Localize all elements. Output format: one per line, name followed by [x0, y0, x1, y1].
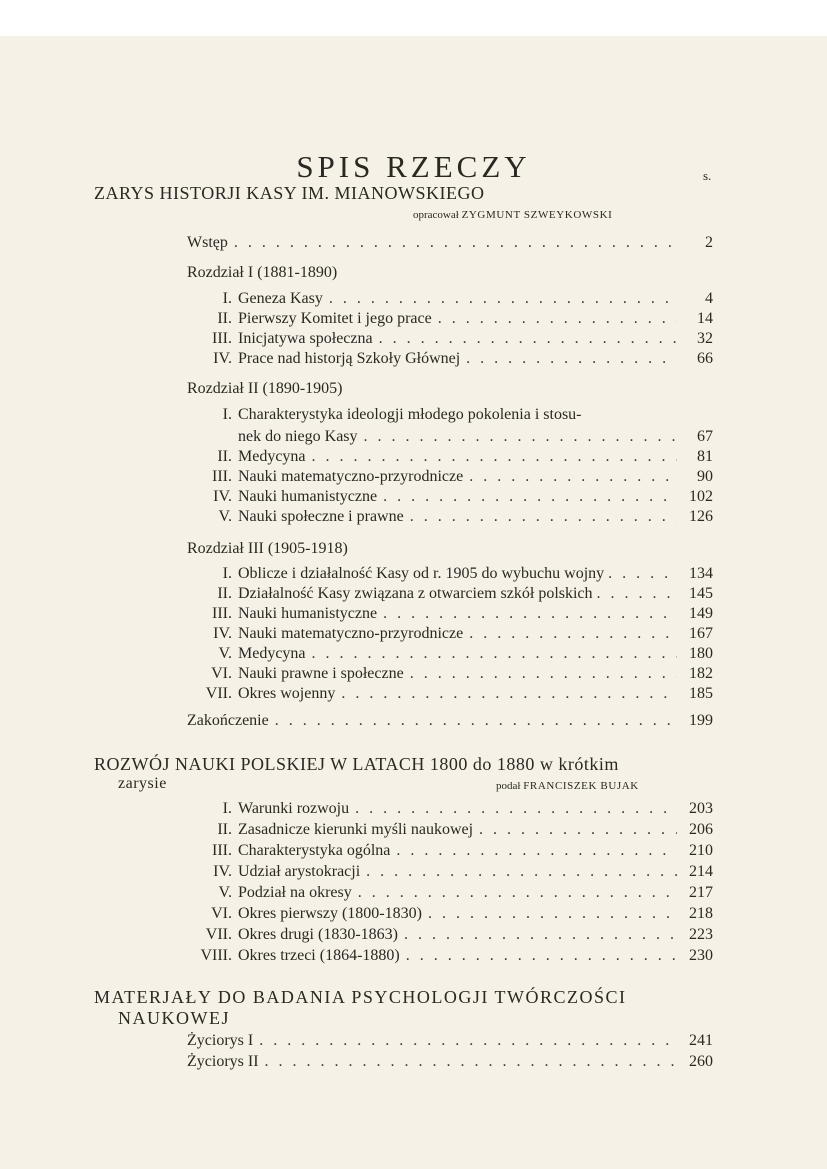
- toc-entry-number: III.: [212, 330, 232, 347]
- toc-entry[interactable]: [187, 1031, 713, 1051]
- toc-entry[interactable]: [196, 507, 713, 527]
- toc-entry-label: Okres wojenny: [238, 685, 336, 702]
- leader-dots: [234, 233, 677, 253]
- toc-entry-number: VIII.: [200, 947, 232, 964]
- toc-entry[interactable]: [196, 447, 713, 467]
- toc-entry-conclusion[interactable]: [187, 711, 713, 731]
- toc-entry-label: Charakterystyka ogólna: [238, 842, 391, 859]
- leader-dots: [355, 799, 677, 819]
- toc-entry-page: 66: [697, 350, 713, 367]
- toc-entry-label: Nauki matematyczno-przyrodnicze: [238, 625, 464, 642]
- leader-dots: [259, 1031, 677, 1051]
- leader-dots: [358, 883, 677, 903]
- leader-dots: [404, 925, 677, 945]
- toc-entry[interactable]: [196, 289, 713, 309]
- toc-entry[interactable]: [196, 467, 713, 487]
- toc-entry-label: Nauki matematyczno-przyrodnicze: [238, 468, 464, 485]
- toc-entry-label: Okres pierwszy (1800-1830): [238, 905, 422, 922]
- toc-entry-number: II.: [217, 448, 232, 465]
- toc-entry-label: Udział arystokracji: [238, 863, 361, 880]
- toc-entry-number: VI.: [211, 905, 232, 922]
- toc-entry-label: Zasadnicze kierunki myśli naukowej: [238, 821, 474, 838]
- leader-dots: [275, 711, 677, 731]
- part3-heading: MATERJAŁY DO BADANIA PSYCHOLOGJI TWÓRCZOŚCI: [94, 987, 627, 1007]
- toc-entry-label: Oblicze i działalność Kasy od r. 1905 do wybuchu wojny: [238, 565, 605, 582]
- toc-entry-number: I.: [222, 406, 232, 423]
- toc-entry-page: 199: [689, 712, 713, 729]
- toc-entry[interactable]: [196, 664, 713, 684]
- toc-entry-label: Medycyna: [238, 645, 306, 662]
- toc-entry-page: 32: [697, 330, 713, 347]
- toc-entry-page: 81: [697, 448, 713, 465]
- toc-entry-page: 185: [689, 685, 713, 702]
- toc-entry-label: Geneza Kasy: [238, 290, 323, 307]
- toc-entry[interactable]: [196, 820, 713, 840]
- toc-entry-page: 134: [689, 565, 713, 582]
- leader-dots: [469, 624, 677, 644]
- toc-entry[interactable]: [196, 925, 713, 945]
- part2-heading: ROZWÓJ NAUKI POLSKIEJ W LATACH 1800 do 1880 w krótkim: [94, 754, 619, 774]
- leader-dots: [383, 604, 677, 624]
- chapter-heading: Rozdział II (1890-1905): [187, 380, 343, 397]
- toc-entry-page: 145: [689, 585, 713, 602]
- leader-dots: [410, 664, 677, 684]
- leader-dots: [366, 862, 677, 882]
- toc-entry-page: 217: [689, 884, 713, 901]
- page-title: SPIS RZECZY: [296, 148, 531, 184]
- page-column-label: s.: [703, 168, 712, 183]
- leader-dots: [341, 684, 677, 704]
- toc-entry[interactable]: [196, 684, 713, 704]
- toc-entry-page: 218: [689, 905, 713, 922]
- toc-entry[interactable]: [196, 883, 713, 903]
- toc-entry-page: 241: [689, 1032, 713, 1049]
- part1-byline: [413, 209, 612, 221]
- leader-dots: [364, 427, 677, 447]
- part2-heading-cont: zarysie: [118, 775, 167, 792]
- leader-dots: [383, 487, 677, 507]
- byline-author: ZYGMUNT SZWEYKOWSKI: [461, 209, 613, 221]
- leader-dots: [597, 584, 679, 604]
- toc-entry-page: 14: [697, 310, 713, 327]
- toc-entry-label: Zakończenie: [187, 712, 269, 729]
- toc-entry-number: II.: [217, 821, 232, 838]
- toc-entry-page: 102: [689, 488, 713, 505]
- toc-entry-page: 90: [697, 468, 713, 485]
- toc-entry[interactable]: [196, 624, 713, 644]
- toc-entry[interactable]: [196, 329, 713, 349]
- toc-entry[interactable]: [196, 604, 713, 624]
- toc-entry-number: V.: [218, 508, 232, 525]
- byline-prefix: podał: [496, 780, 521, 792]
- toc-entry-number: VII.: [205, 926, 232, 943]
- toc-entry-number: III.: [212, 842, 232, 859]
- toc-entry-number: V.: [218, 645, 232, 662]
- toc-entry-page: 149: [689, 605, 713, 622]
- toc-entry-label: Pierwszy Komitet i jego prace: [238, 310, 432, 327]
- toc-entry-number: IV.: [213, 350, 232, 367]
- leader-dots: [410, 507, 677, 527]
- byline-author: FRANCISZEK BUJAK: [523, 780, 639, 792]
- toc-entry-intro[interactable]: [187, 233, 713, 253]
- part2-byline: [496, 780, 639, 792]
- leader-dots: [379, 329, 677, 349]
- toc-entry[interactable]: [196, 644, 713, 664]
- leader-dots: [329, 289, 677, 309]
- toc-entry-number: II.: [217, 310, 232, 327]
- chapter-heading: Rozdział III (1905-1918): [187, 540, 348, 557]
- toc-entry-page: 230: [689, 947, 713, 964]
- toc-entry[interactable]: [196, 349, 713, 369]
- toc-entry[interactable]: [196, 799, 713, 819]
- toc-entry[interactable]: [196, 564, 713, 584]
- toc-entry-page: 167: [689, 625, 713, 642]
- toc-entry-label: Działalność Kasy związana z otwarciem szkół polskich: [238, 585, 593, 602]
- toc-entry-line1[interactable]: [196, 405, 713, 425]
- toc-entry-page: 214: [689, 863, 713, 880]
- toc-entry-number: I.: [222, 290, 232, 307]
- toc-entry[interactable]: [196, 841, 713, 861]
- toc-entry-number: II.: [217, 585, 232, 602]
- toc-entry-page: 2: [705, 234, 713, 251]
- leader-dots: [406, 946, 677, 966]
- toc-entry-page: 206: [689, 821, 713, 838]
- toc-entry-page: 126: [689, 508, 713, 525]
- leader-dots: [312, 644, 677, 664]
- toc-entry-page: 260: [689, 1053, 713, 1070]
- leader-dots: [469, 467, 677, 487]
- toc-entry-label: Wstęp: [187, 234, 228, 251]
- toc-entry-page: 210: [689, 842, 713, 859]
- leader-dots: [396, 841, 677, 861]
- toc-entry[interactable]: [196, 487, 713, 507]
- chapter-heading: Rozdział I (1881-1890): [187, 264, 338, 281]
- toc-entry-page: 203: [689, 800, 713, 817]
- toc-entry-number: III.: [212, 605, 232, 622]
- toc-entry[interactable]: [196, 584, 713, 604]
- toc-entry-line2[interactable]: [238, 427, 713, 447]
- toc-entry-number: VI.: [211, 665, 232, 682]
- toc-entry-page: 67: [697, 428, 713, 445]
- part1-heading: ZARYS HISTORJI KASY IM. MIANOWSKIEGO: [94, 183, 485, 203]
- toc-entry-number: IV.: [213, 488, 232, 505]
- toc-entry-label: Nauki humanistyczne: [238, 605, 378, 622]
- toc-entry-label: Nauki humanistyczne: [238, 488, 378, 505]
- toc-entry[interactable]: [196, 946, 713, 966]
- toc-entry-number: VII.: [205, 685, 232, 702]
- toc-entry-label: Prace nad historją Szkoły Głównej: [238, 350, 461, 367]
- toc-entry-number: I.: [222, 565, 232, 582]
- toc-entry-number: I.: [222, 800, 232, 817]
- toc-entry-number: III.: [212, 468, 232, 485]
- toc-entry-number: V.: [218, 884, 232, 901]
- toc-entry[interactable]: [196, 904, 713, 924]
- leader-dots: [312, 447, 677, 467]
- toc-entry-label: Życiorys II: [187, 1053, 259, 1070]
- toc-entry-page: 180: [689, 645, 713, 662]
- toc-entry-label: Życiorys I: [187, 1032, 254, 1049]
- leader-dots: [428, 904, 677, 924]
- toc-entry-label: Nauki społeczne i prawne: [238, 508, 404, 525]
- scan-margin: [0, 0, 827, 36]
- leader-dots: [466, 349, 677, 369]
- toc-entry-label: Warunki rozwoju: [238, 800, 350, 817]
- toc-entry[interactable]: [187, 1052, 713, 1072]
- toc-entry-label: Inicjatywa społeczna: [238, 330, 373, 347]
- toc-entry-label: Nauki prawne i społeczne: [238, 665, 404, 682]
- byline-prefix: opracował: [413, 209, 459, 221]
- toc-entry-label-cont: nek do niego Kasy: [238, 428, 358, 445]
- leader-dots: [265, 1052, 677, 1072]
- toc-entry-label: Okres trzeci (1864-1880): [238, 947, 400, 964]
- toc-entry-label: Podział na okresy: [238, 884, 352, 901]
- toc-entry-label: Okres drugi (1830-1863): [238, 926, 398, 943]
- leader-dots: [479, 820, 677, 840]
- leader-dots: [438, 309, 677, 329]
- part3-heading-cont: NAUKOWEJ: [118, 1008, 230, 1028]
- toc-entry-page: 4: [705, 290, 713, 307]
- toc-entry-page: 223: [689, 926, 713, 943]
- toc-entry-page: 182: [689, 665, 713, 682]
- toc-entry-number: IV.: [213, 863, 232, 880]
- toc-entry[interactable]: [196, 862, 713, 882]
- toc-entry[interactable]: [196, 309, 713, 329]
- toc-entry-number: IV.: [213, 625, 232, 642]
- toc-entry-label: Medycyna: [238, 448, 306, 465]
- leader-dots: [608, 564, 679, 584]
- toc-entry-label: Charakterystyka ideologji młodego pokolenia i stosu-: [238, 406, 582, 423]
